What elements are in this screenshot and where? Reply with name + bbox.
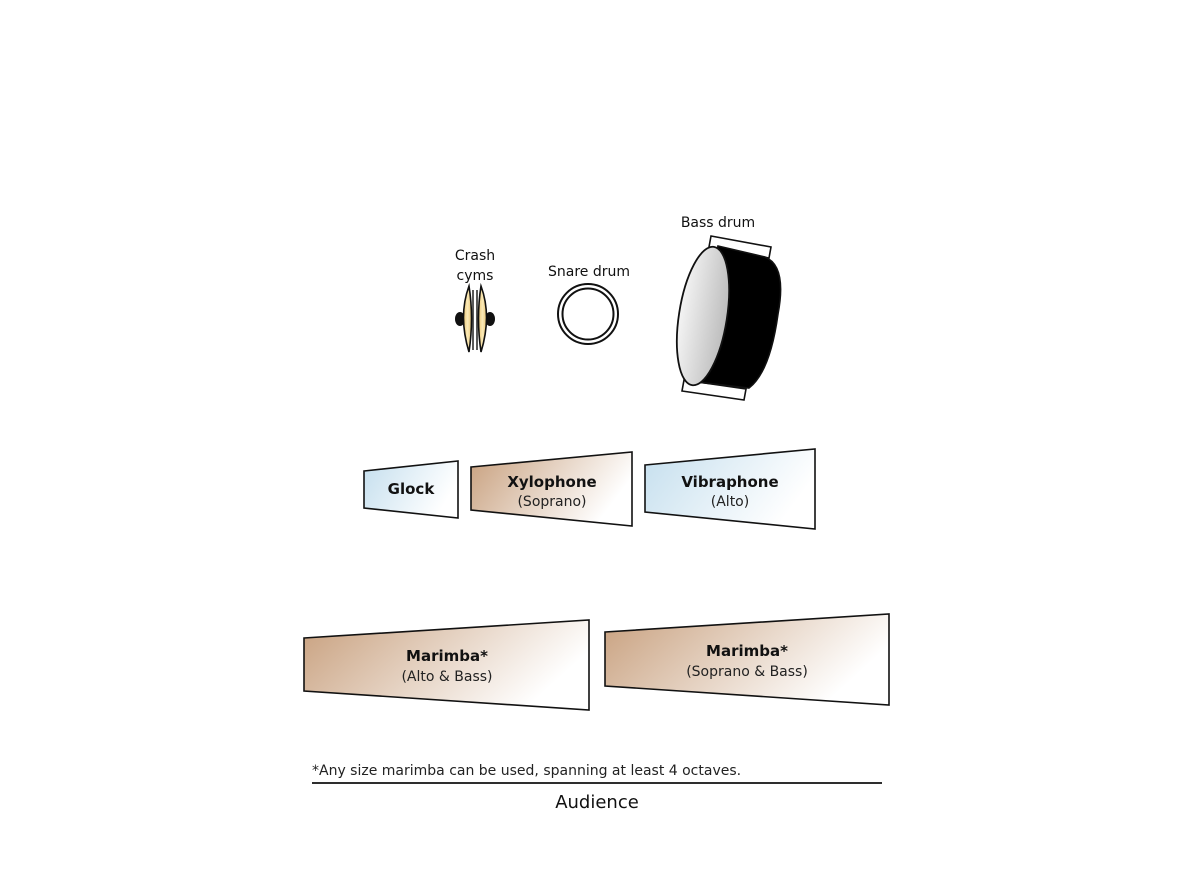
footnote: *Any size marimba can be used, spanning at least 4 octaves. <box>312 763 742 779</box>
marimba-soprano-bass-label: Marimba* <box>706 642 788 660</box>
marimba-alto-bass <box>304 620 589 710</box>
glock <box>364 461 458 518</box>
bass-drum-icon <box>668 236 780 400</box>
audience-label: Audience <box>555 792 639 813</box>
marimba-alto-bass-label: Marimba* <box>406 647 488 665</box>
xylophone-sublabel: (Soprano) <box>517 494 587 510</box>
marimba-alto-bass-shape <box>304 620 589 710</box>
vibraphone-sublabel: (Alto) <box>710 494 750 510</box>
marimba-alto-bass-sublabel: (Alto & Bass) <box>401 669 493 685</box>
glock-label: Glock <box>387 480 435 498</box>
xylophone-label: Xylophone <box>507 473 597 491</box>
bass-drum-label: Bass drum <box>680 215 756 231</box>
marimba-soprano-bass <box>605 614 889 705</box>
xylophone <box>471 452 632 526</box>
snare-drum <box>548 264 630 344</box>
marimba-soprano-bass-sublabel: (Soprano & Bass) <box>686 664 808 680</box>
crash-cymbals-label-line2: cyms <box>456 268 494 284</box>
vibraphone <box>645 449 815 529</box>
snare-drum-label: Snare drum <box>547 264 631 280</box>
crash-cymbals-icon <box>455 286 495 352</box>
crash-cymbals-label-line1: Crash <box>454 248 496 264</box>
bass-drum <box>668 215 780 400</box>
vibraphone-label: Vibraphone <box>681 473 779 491</box>
crash-cymbals <box>455 248 495 352</box>
snare-drum-icon <box>558 284 618 344</box>
